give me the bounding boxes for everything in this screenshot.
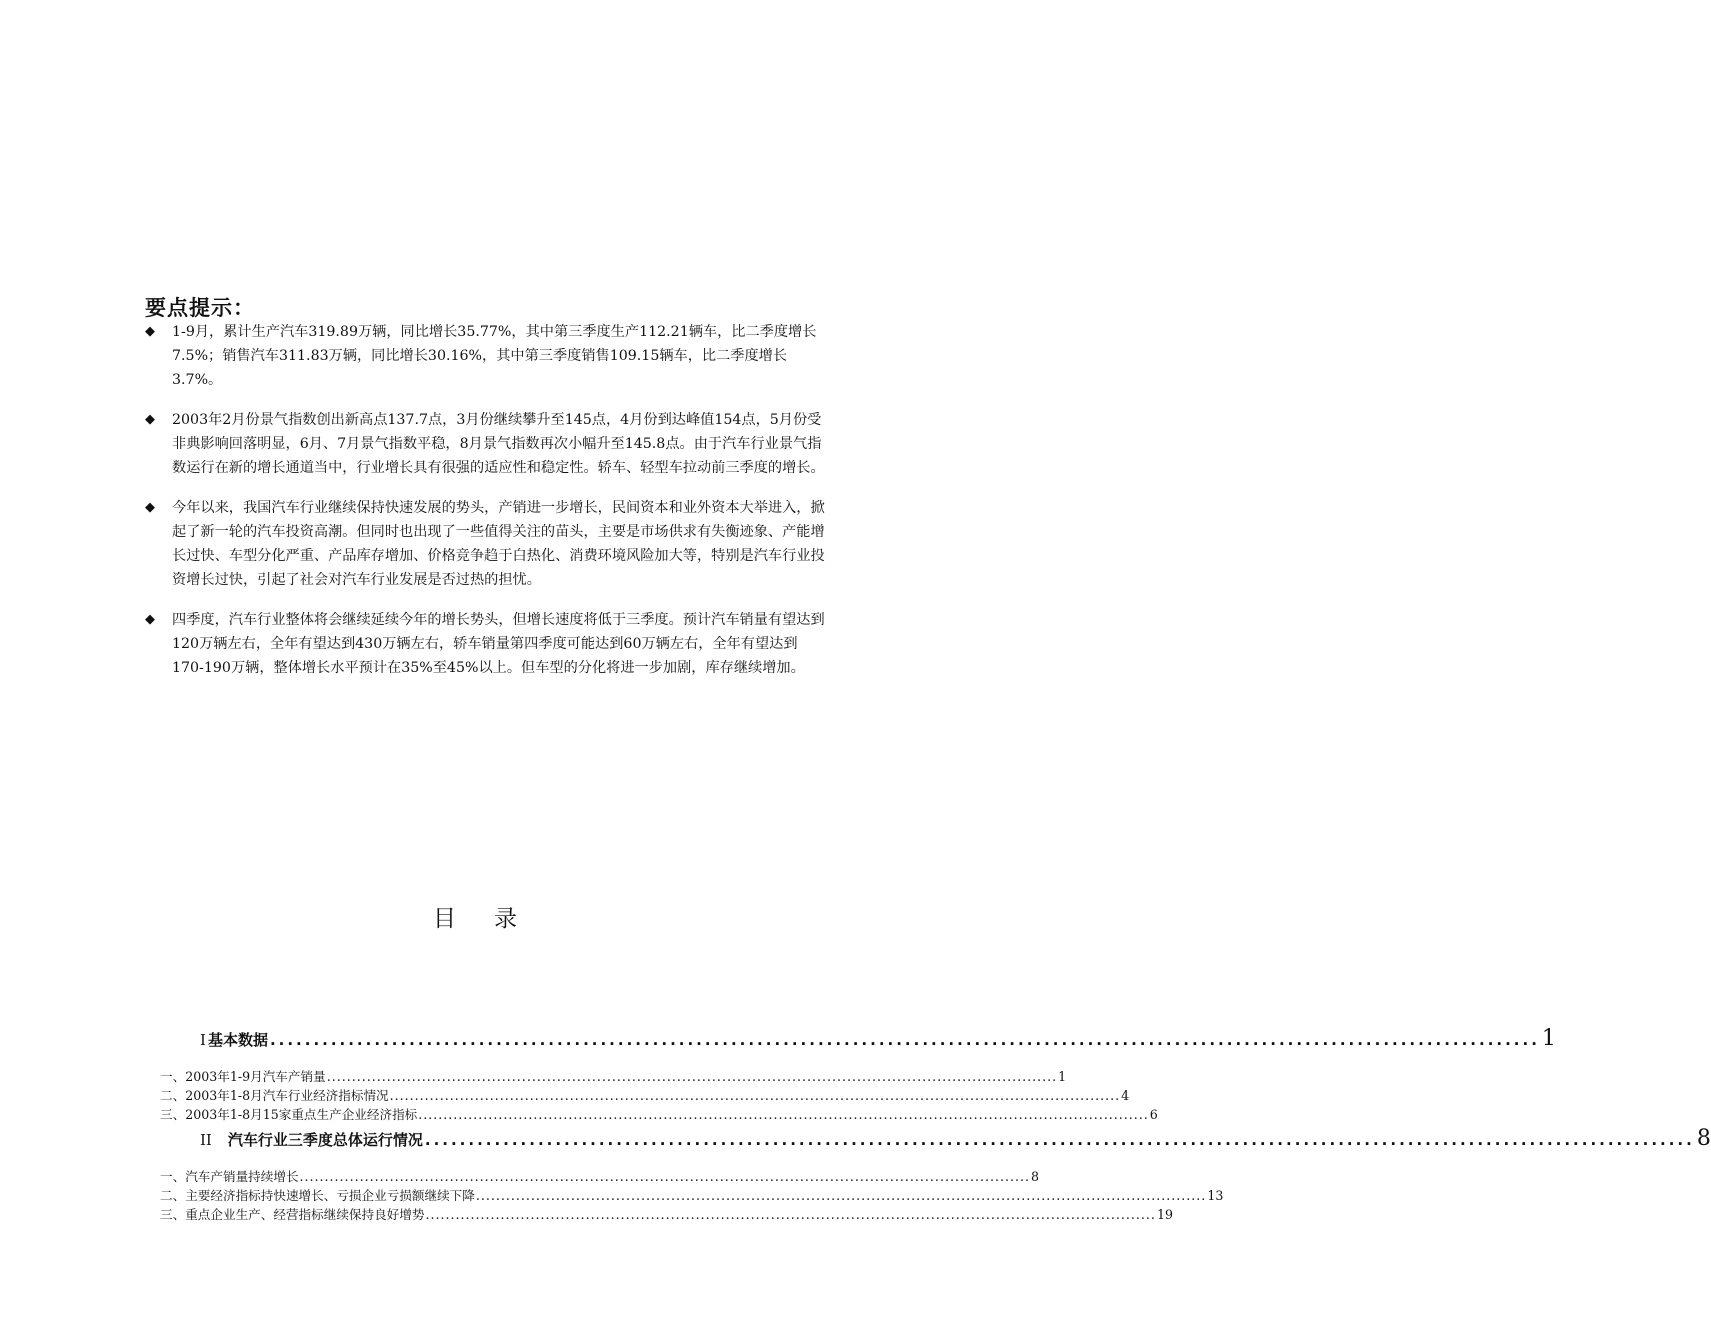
toc-section-page: 8: [1696, 1126, 1711, 1151]
toc-item-page: 8: [1031, 1169, 1040, 1184]
summary-bullet-list: [145, 320, 825, 696]
toc-section-title: 汽车行业三季度总体运行情况: [227, 1131, 423, 1149]
toc-item-page: 4: [1121, 1088, 1130, 1103]
summary-bullet: [145, 408, 825, 480]
toc-section-2[interactable]: [200, 1126, 1711, 1151]
diamond-bullet-icon: ◆: [145, 412, 155, 427]
toc-item-page: 1: [1058, 1069, 1067, 1084]
toc-item-label: 一、汽车产销量持续增长: [160, 1169, 299, 1184]
toc-item-page: 13: [1207, 1188, 1224, 1203]
bullet-text: 今年以来，我国汽车行业继续保持快速发展的势头，产销进一步增长，民间资本和业外资本大举进入，掀起了新一轮的汽车投资高潮。但同时也出现了一些值得关注的苗头，主要是市场供求有失衡迹象、产能增长过快、车型分化严重、产品库存增加、价格竞争趋于白热化、消费环境风险加大等，特别是汽车行业投资增长过快，引起了社会对汽车行业发展是否过热的担忧。: [172, 500, 825, 588]
toc-item[interactable]: [160, 1106, 1158, 1124]
toc-section-label: [200, 1129, 423, 1150]
toc-item-label: 二、2003年1-8月汽车行业经济指标情况: [160, 1088, 389, 1103]
toc-item[interactable]: [160, 1087, 1130, 1105]
toc-leader: ..................................................................................................................................................: [269, 1031, 1540, 1049]
bullet-text: 四季度，汽车行业整体将会继续延续今年的增长势头，但增长速度将低于三季度。预计汽车销量有望达到120万辆左右，全年有望达到430万辆左右，轿车销量第四季度可能达到60万辆左右，全年有望达到170-190万辆，整体增长水平预计在35%至45%以上。但车型的分化将进一步加剧，库存继续增加。: [172, 612, 825, 676]
summary-bullet: [145, 496, 825, 592]
toc-item-label: 三、2003年1-8月15家重点生产企业经济指标: [160, 1107, 418, 1122]
summary-bullet: [145, 608, 825, 680]
toc-item-label: 一、2003年1-9月汽车产销量: [160, 1069, 326, 1084]
toc-item-label: 二、主要经济指标持快速增长、亏损企业亏损额继续下降: [160, 1188, 475, 1203]
toc-leader: ..................................................................................................................................................: [418, 1107, 1149, 1122]
toc-leader: ..................................................................................................................................................: [475, 1188, 1207, 1203]
bullet-text: 1-9月，累计生产汽车319.89万辆，同比增长35.77%，其中第三季度生产112.21辆车，比二季度增长7.5%；销售汽车311.83万辆，同比增长30.16%，其中第三季度销售109.15辆车，比二季度增长3.7%。: [172, 324, 817, 388]
toc-item-page: 19: [1156, 1207, 1173, 1222]
toc-item[interactable]: [160, 1168, 1040, 1186]
toc-item[interactable]: [160, 1206, 1173, 1224]
diamond-bullet-icon: ◆: [145, 500, 155, 515]
toc-section-label: [200, 1029, 268, 1050]
toc-section-page: 1: [1541, 1026, 1556, 1051]
summary-bullet: [145, 320, 825, 392]
toc-leader: ..................................................................................................................................................: [424, 1131, 1695, 1149]
bullet-text: 2003年2月份景气指数创出新高点137.7点，3月份继续攀升至145点，4月份到达峰值154点，5月份受非典影响回落明显，6月、7月景气指数平稳，8月景气指数再次小幅升至145.8点。由于汽车行业景气指数运行在新的增长通道当中，行业增长具有很强的适应性和稳定性。轿车、轻型车拉动前三季度的增长。: [172, 412, 825, 476]
toc-leader: ..................................................................................................................................................: [299, 1169, 1030, 1184]
toc-leader: ..................................................................................................................................................: [389, 1088, 1121, 1103]
toc-section-title: 基本数据: [207, 1031, 268, 1049]
toc-section-number: II: [200, 1131, 212, 1149]
toc-title: 目录: [433, 906, 555, 932]
toc-section-number: I: [200, 1031, 206, 1049]
summary-heading: 要点提示：: [145, 296, 255, 320]
toc-leader: ..................................................................................................................................................: [425, 1207, 1156, 1222]
toc-leader: ..................................................................................................................................................: [326, 1069, 1058, 1084]
toc-item[interactable]: [160, 1068, 1067, 1086]
toc-item-page: 6: [1149, 1107, 1158, 1122]
toc-section-1[interactable]: [200, 1026, 1556, 1051]
diamond-bullet-icon: ◆: [145, 612, 155, 627]
toc-item[interactable]: [160, 1187, 1224, 1205]
diamond-bullet-icon: ◆: [145, 324, 155, 339]
toc-item-label: 三、重点企业生产、经营指标继续保持良好增势: [160, 1207, 425, 1222]
